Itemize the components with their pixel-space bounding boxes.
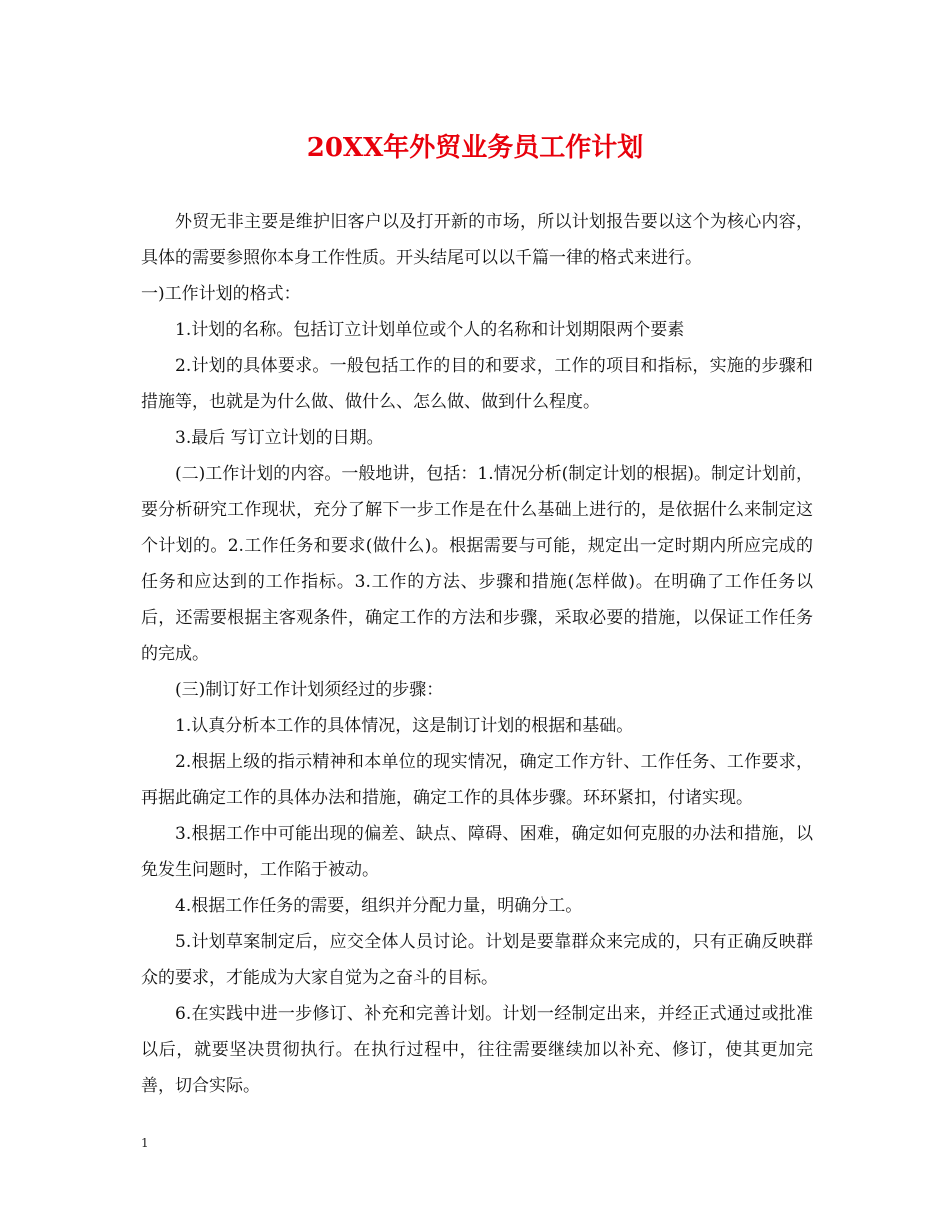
list-item: 5.计划草案制定后，应交全体人员讨论。计划是要靠群众来完成的，只有正确反映群众的要求，才能成为大家自觉为之奋斗的目标。 xyxy=(141,932,813,988)
document-title: 20XX年外贸业务员工作计划 xyxy=(306,133,644,163)
list-item: 2.根据上级的指示精神和本单位的现实情况，确定工作方针、工作任务、工作要求，再据此确定工作的具体办法和措施，确定工作的具体步骤。环环紧扣，付诸实现。 xyxy=(141,752,813,808)
list-item: 6.在实践中进一步修订、补充和完善计划。计划一经制定出来，并经正式通过或批准以后，就要坚决贯彻执行。在执行过程中，往往需要继续加以补充、修订，使其更加完善，切合实际。 xyxy=(141,1004,813,1096)
list-item: 3.根据工作中可能出现的偏差、缺点、障碍、困难，确定如何克服的办法和措施，以免发生问题时，工作陷于被动。 xyxy=(141,824,813,880)
section-heading: (三)制订好工作计划须经过的步骤： xyxy=(175,680,444,700)
document-body xyxy=(141,204,813,1104)
list-item: 3.最后 写订立计划的日期。 xyxy=(175,428,384,448)
page-number: 1 xyxy=(141,1136,149,1150)
list-item: 1.计划的名称。包括订立计划单位或个人的名称和计划期限两个要素 xyxy=(175,320,685,340)
list-item: 1.认真分析本工作的具体情况，这是制订计划的根据和基础。 xyxy=(175,716,634,736)
paragraph: (二)工作计划的内容。一般地讲，包括：1.情况分析(制定计划的根据)。制定计划前，要分析研究工作现状，充分了解下一步工作是在什么基础上进行的，是依据什么来制定这个计划的。2.工作任务和要求(做什么)。根据需要与可能，规定出一定时期内所应完成的任务和应达到的工作指标。3.工作的方法、步骤和措施(怎样做)。在明确了工作任务以后，还需要根据主客观条件，确定工作的方法和步骤，采取必要的措施，以保证工作任务的完成。 xyxy=(141,464,813,664)
paragraph: 外贸无非主要是维护旧客户以及打开新的市场，所以计划报告要以这个为核心内容，具体的需要参照你本身工作性质。开头结尾可以以千篇一律的格式来进行。 xyxy=(141,212,813,268)
section-heading: 一)工作计划的格式： xyxy=(141,284,301,304)
list-item: 2.计划的具体要求。一般包括工作的目的和要求，工作的项目和指标，实施的步骤和措施等，也就是为什么做、做什么、怎么做、做到什么程度。 xyxy=(141,356,813,412)
list-item: 4.根据工作任务的需要，组织并分配力量，明确分工。 xyxy=(175,896,583,916)
